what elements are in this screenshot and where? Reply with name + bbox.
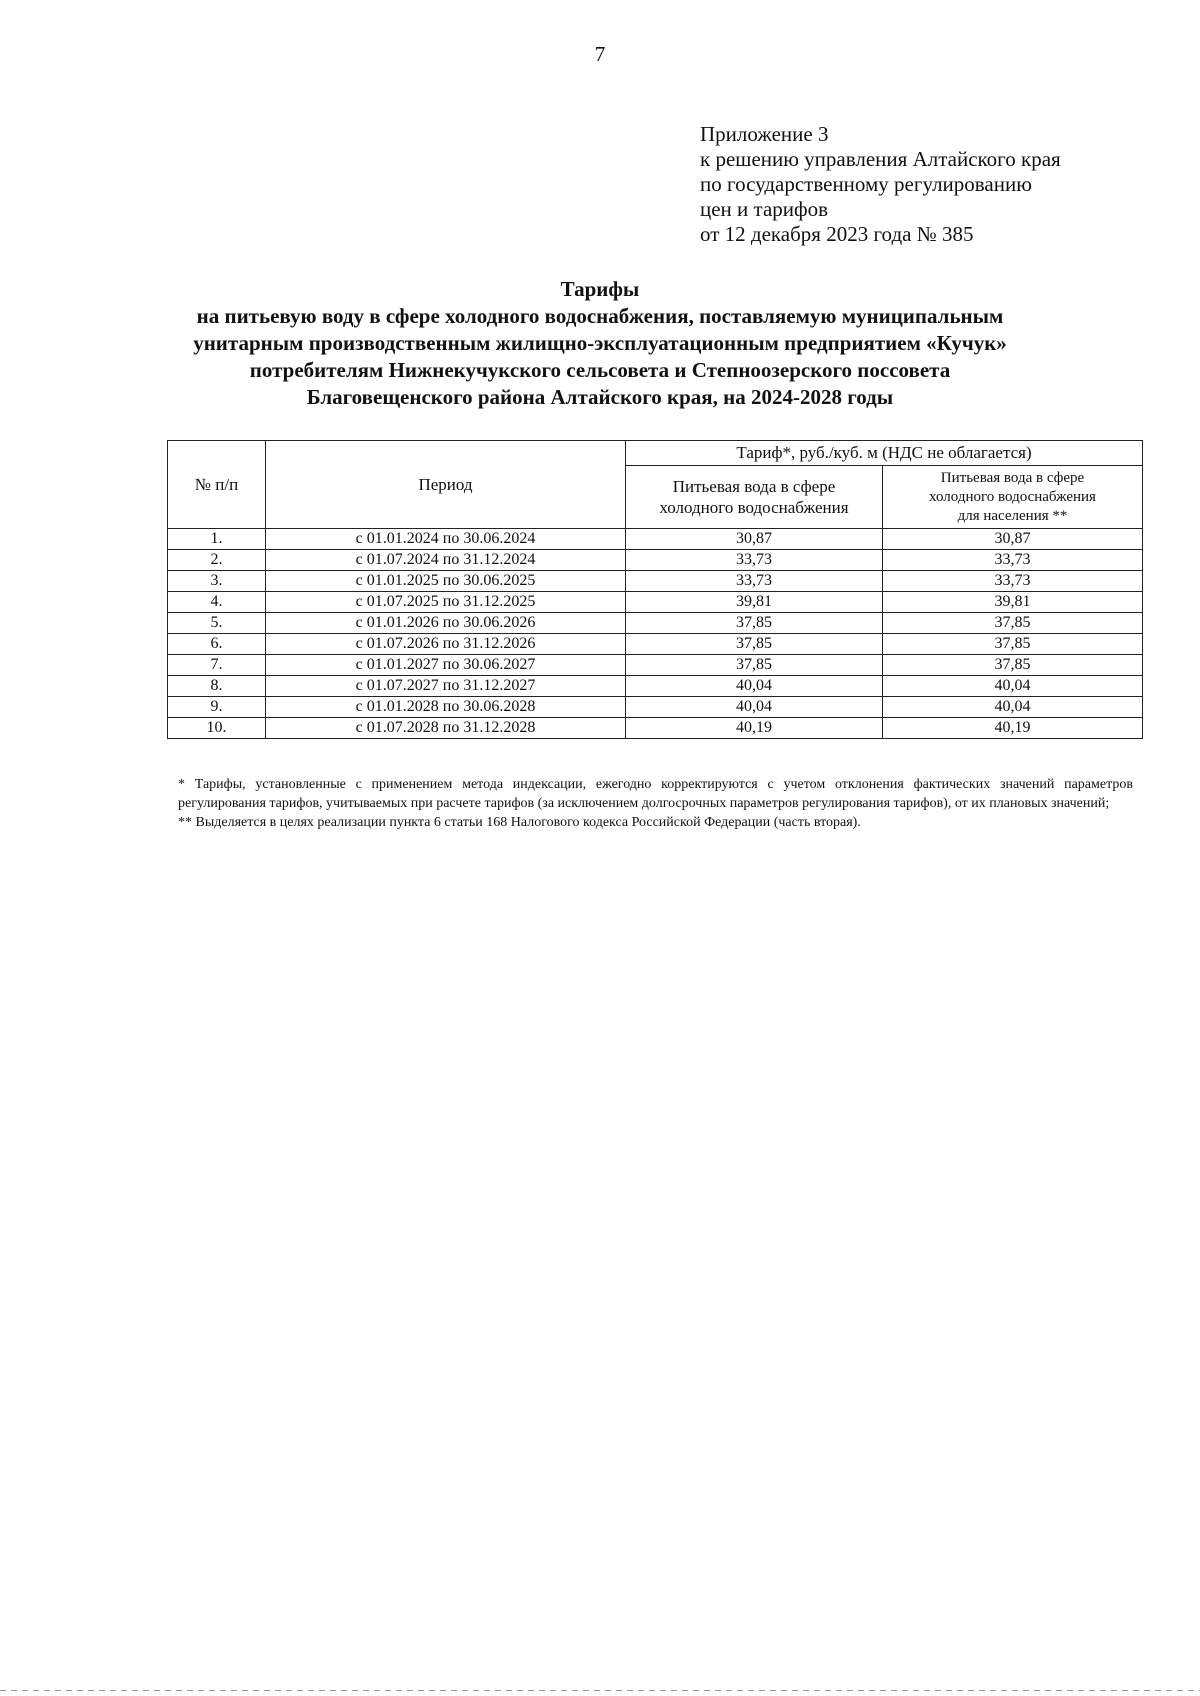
row-water-tariff: 37,85 (626, 613, 883, 634)
footnotes (178, 775, 1133, 832)
appendix-line: по государственному регулированию (700, 172, 1032, 196)
header-tariff-group: Тариф*, руб./куб. м (НДС не облагается) (626, 441, 1143, 466)
row-number: 5. (168, 613, 266, 634)
row-period: с 01.01.2025 по 30.06.2025 (266, 571, 626, 592)
row-number: 3. (168, 571, 266, 592)
header-population-line: Питьевая вода в сфере (940, 469, 1085, 486)
scan-artifact-line (0, 1690, 1200, 1691)
row-water-tariff: 37,85 (626, 634, 883, 655)
row-period: с 01.01.2026 по 30.06.2026 (266, 613, 626, 634)
appendix-line: к решению управления Алтайского края (700, 147, 1061, 171)
table-row (168, 529, 1143, 550)
table-row (168, 571, 1143, 592)
header-drinking-water (626, 466, 883, 529)
row-water-tariff: 33,73 (626, 571, 883, 592)
title-line: Тарифы (560, 277, 640, 301)
row-period: с 01.01.2028 по 30.06.2028 (266, 697, 626, 718)
row-period: с 01.01.2027 по 30.06.2027 (266, 655, 626, 676)
appendix-line: цен и тарифов (700, 197, 829, 221)
row-water-tariff: 30,87 (626, 529, 883, 550)
table-row (168, 634, 1143, 655)
row-number: 4. (168, 592, 266, 613)
row-period: с 01.07.2026 по 31.12.2026 (266, 634, 626, 655)
header-population-line: для населения ** (957, 507, 1068, 524)
row-population-tariff: 40,04 (883, 697, 1143, 718)
header-population-line: холодного водоснабжения (929, 488, 1096, 505)
title-line: унитарным производственным жилищно-эксплуатационным предприятием «Кучук» (193, 331, 1007, 355)
row-number: 2. (168, 550, 266, 571)
footnote-indexation: * Тарифы, установленные с применением метода индексации, ежегодно корректируются с учетом отклонения фактических значений параметров регулирования тарифов, учитываемых при расчете тарифов (за исключением долгосрочных параметров регулирования тарифов), от их плановых значений; (178, 777, 1133, 811)
row-water-tariff: 39,81 (626, 592, 883, 613)
row-population-tariff: 40,19 (883, 718, 1143, 739)
row-number: 1. (168, 529, 266, 550)
appendix-reference (700, 122, 1170, 247)
appendix-line: Приложение 3 (700, 122, 829, 146)
row-water-tariff: 33,73 (626, 550, 883, 571)
row-population-tariff: 40,04 (883, 676, 1143, 697)
appendix-line: от 12 декабря 2023 года № 385 (700, 222, 974, 246)
row-period: с 01.01.2024 по 30.06.2024 (266, 529, 626, 550)
row-population-tariff: 37,85 (883, 634, 1143, 655)
header-number: № п/п (168, 441, 266, 529)
row-number: 7. (168, 655, 266, 676)
page-number: 7 (594, 42, 606, 66)
row-period: с 01.07.2024 по 31.12.2024 (266, 550, 626, 571)
row-water-tariff: 40,04 (626, 697, 883, 718)
row-period: с 01.07.2027 по 31.12.2027 (266, 676, 626, 697)
row-population-tariff: 39,81 (883, 592, 1143, 613)
title-line: на питьевую воду в сфере холодного водоснабжения, поставляемую муниципальным (196, 304, 1004, 328)
title-line: потребителям Нижнекучукского сельсовета и Степноозерского поссовета (249, 358, 951, 382)
footnote-tax-code: ** Выделяется в целях реализации пункта 6 статьи 168 Налогового кодекса Российской Федерации (часть вторая). (178, 815, 861, 830)
document-title (100, 276, 1100, 411)
table-row (168, 697, 1143, 718)
header-drinking-water-line: Питьевая вода в сфере (672, 477, 836, 496)
table-row (168, 718, 1143, 739)
row-period: с 01.07.2025 по 31.12.2025 (266, 592, 626, 613)
table-row (168, 550, 1143, 571)
row-population-tariff: 30,87 (883, 529, 1143, 550)
row-period: с 01.07.2028 по 31.12.2028 (266, 718, 626, 739)
table-row (168, 613, 1143, 634)
table-row (168, 592, 1143, 613)
row-number: 9. (168, 697, 266, 718)
row-population-tariff: 33,73 (883, 550, 1143, 571)
row-number: 10. (168, 718, 266, 739)
row-population-tariff: 37,85 (883, 613, 1143, 634)
row-water-tariff: 37,85 (626, 655, 883, 676)
row-water-tariff: 40,19 (626, 718, 883, 739)
header-period: Период (266, 441, 626, 529)
row-number: 6. (168, 634, 266, 655)
row-population-tariff: 33,73 (883, 571, 1143, 592)
row-water-tariff: 40,04 (626, 676, 883, 697)
header-drinking-water-line: холодного водоснабжения (659, 498, 849, 517)
title-line: Благовещенского района Алтайского края, на 2024-2028 годы (306, 385, 894, 409)
row-number: 8. (168, 676, 266, 697)
header-drinking-water-population (883, 466, 1143, 529)
row-population-tariff: 37,85 (883, 655, 1143, 676)
table-row (168, 655, 1143, 676)
tariff-table (167, 440, 1143, 739)
table-row (168, 676, 1143, 697)
